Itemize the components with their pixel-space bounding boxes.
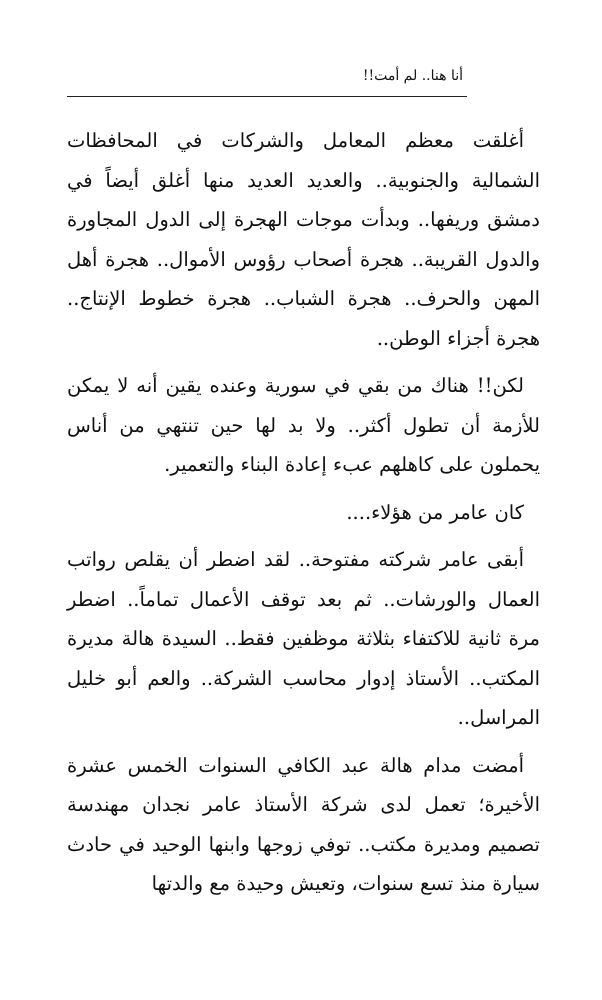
body-text [67,121,540,912]
paragraph-2: لكن!! هناك من بقي في سورية وعنده يقين أنه لا يمكن للأزمة أن تطول أكثر.. ولا بد لها حين تنتهي من أناس يحملون على كاهلهم عبء إعادة البناء والتعمير. [67,374,540,476]
header-title: أنا هنا.. لم أمت!! [362,68,463,84]
paragraph-1: أغلقت معظم المعامل والشركات في المحافظات الشمالية والجنوبية.. والعديد العديد منها أغلق أيضاً في دمشق وريفها.. وبدأت موجات الهجرة إلى الدول المجاورة والدول القريبة.. هجرة أصحاب رؤوس الأموال.. هجرة أهل المهن والحرف.. هجرة الشباب.. هجرة خطوط الإنتاج.. هجرة أجزاء الوطن.. [67,129,540,350]
paragraph-5: أمضت مدام هالة عبد الكافي السنوات الخمس عشرة الأخيرة؛ تعمل لدى شركة الأستاذ عامر نجدان مهندسة تصميم ومديرة مكتب.. توفي زوجها وابنها الوحيد في حادث سيارة منذ تسع سنوات، وتعيش وحيدة مع والدتها [67,753,540,895]
paragraph-3: كان عامر من هؤلاء.... [346,500,524,524]
running-header [67,66,467,97]
paragraph-4: أبقى عامر شركته مفتوحة.. لقد اضطر أن يقلص رواتب العمال والورشات.. ثم بعد توقف الأعمال تماماً.. اضطر مرة ثانية للاكتفاء بثلاثة موظفين فقط.. السيدة هالة مديرة المكتب.. الأستاذ إدوار محاسب الشركة.. والعم أبو خليل المراسل.. [67,548,540,729]
